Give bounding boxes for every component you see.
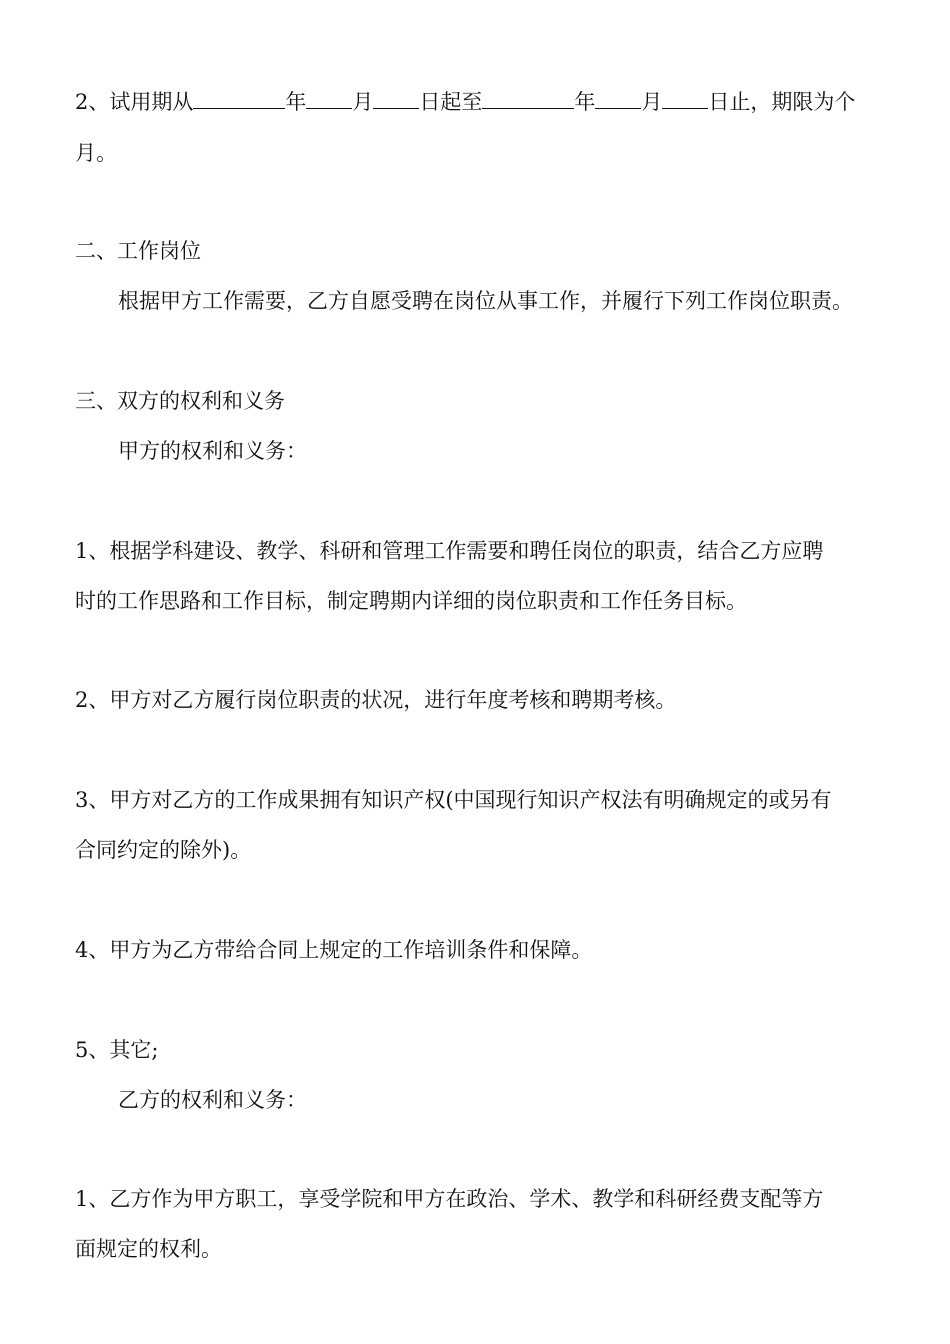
trial-text: 年	[285, 90, 307, 114]
trial-text: 日起至	[419, 90, 483, 114]
party-a-heading: 甲方的权利和义务：	[118, 439, 307, 463]
blank-end-day	[662, 90, 708, 109]
party-a-item-3-line-2: 合同约定的除外)。	[75, 838, 252, 862]
trial-period-line-2: 月。	[75, 141, 117, 165]
party-b-item-1-line-2: 面规定的权利。	[75, 1237, 222, 1261]
trial-text: 2、试用期从	[75, 90, 194, 114]
trial-period-line	[75, 88, 855, 116]
section-heading-work-position: 二、工作岗位	[75, 239, 201, 263]
trial-text: 日止，期限为个	[708, 90, 856, 114]
trial-text: 年	[574, 90, 596, 114]
section-heading-rights-duties: 三、双方的权利和义务	[75, 389, 285, 413]
party-a-item-1-line-2: 时的工作思路和工作目标，制定聘期内详细的岗位职责和工作任务目标。	[75, 589, 747, 613]
party-a-item-1-line-1: 1、根据学科建设、教学、科研和管理工作需要和聘任岗位的职责，结合乙方应聘	[75, 539, 824, 563]
blank-start-month	[306, 90, 352, 109]
section-body-work-position: 根据甲方工作需要，乙方自愿受聘在岗位从事工作，并履行下列工作岗位职责。	[118, 289, 853, 313]
blank-end-month	[595, 90, 641, 109]
party-a-item-2: 2、甲方对乙方履行岗位职责的状况，进行年度考核和聘期考核。	[75, 688, 677, 712]
blank-start-day	[373, 90, 419, 109]
party-a-item-3-line-1: 3、甲方对乙方的工作成果拥有知识产权(中国现行知识产权法有明确规定的或另有	[75, 788, 832, 812]
blank-start-year	[193, 90, 285, 109]
blank-end-year	[482, 90, 574, 109]
trial-text: 月	[352, 90, 374, 114]
party-a-item-4: 4、甲方为乙方带给合同上规定的工作培训条件和保障。	[75, 938, 593, 962]
party-b-heading: 乙方的权利和义务：	[118, 1088, 307, 1112]
trial-text: 月	[641, 90, 663, 114]
party-b-item-1-line-1: 1、乙方作为甲方职工，享受学院和甲方在政治、学术、教学和科研经费支配等方	[75, 1187, 824, 1211]
party-a-item-5: 5、其它;	[75, 1038, 159, 1062]
